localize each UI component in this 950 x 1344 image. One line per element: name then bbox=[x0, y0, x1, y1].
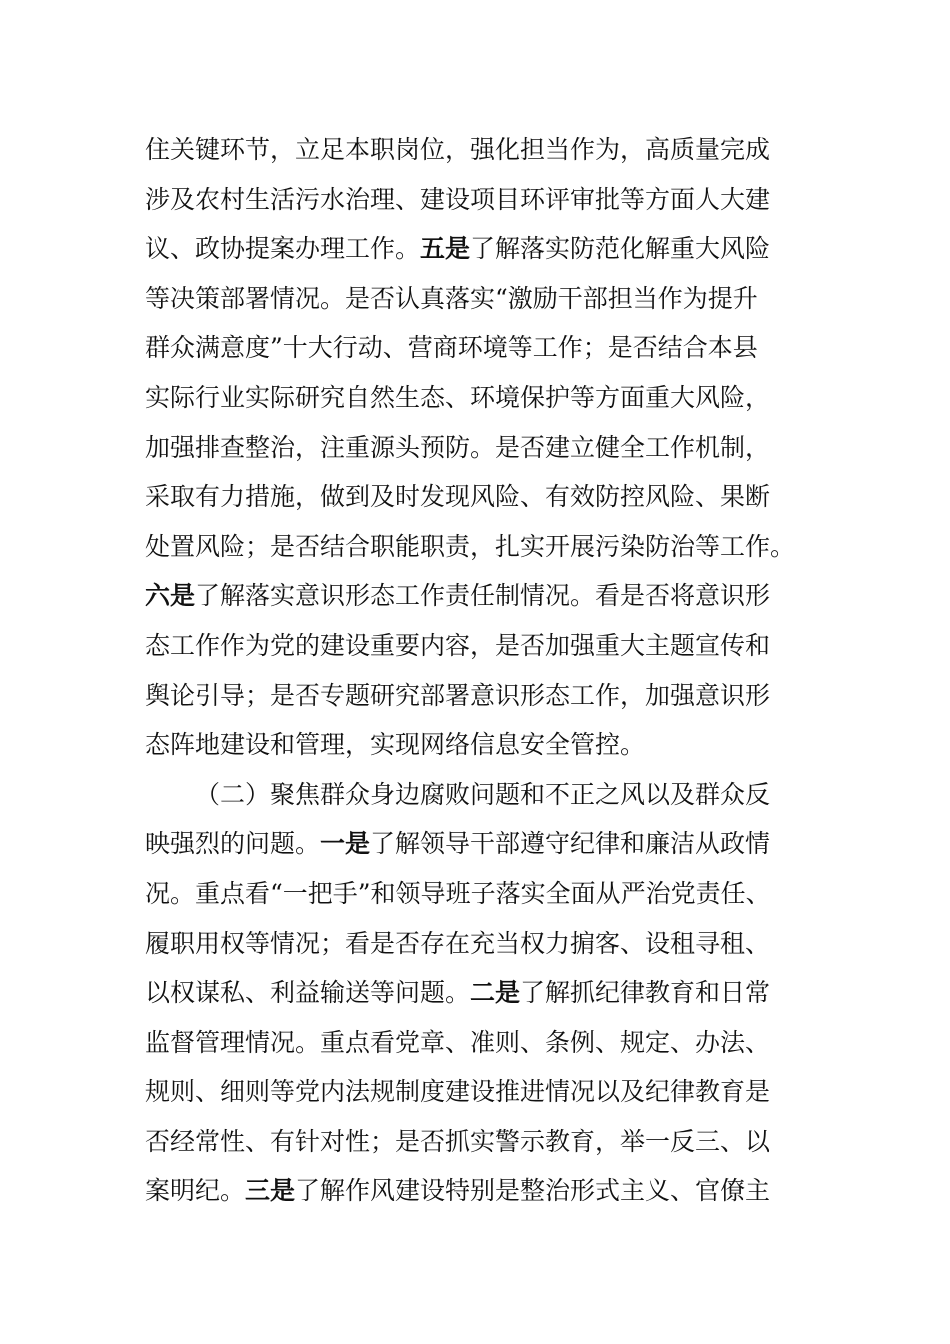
text-segment: 舆论引导；是否专题研究部署意识形态工作，加强意识形 bbox=[145, 680, 771, 710]
text-segment: 以权谋私、利益输送等问题。 bbox=[145, 978, 471, 1008]
text-line bbox=[145, 522, 805, 572]
text-line bbox=[145, 869, 805, 919]
text-segment: 态阵地建设和管理，实现网络信息安全管控。 bbox=[145, 730, 646, 760]
emphasis-label: 六是 bbox=[145, 581, 196, 611]
text-segment: 采取有力措施，做到及时发现风险、有效防控风险、果断 bbox=[145, 482, 771, 512]
text-line bbox=[145, 919, 805, 969]
text-line bbox=[145, 720, 805, 770]
text-segment: 住关键环节，立足本职岗位，强化担当作为，高质量完成 bbox=[145, 135, 771, 164]
text-line bbox=[145, 671, 805, 721]
text-line bbox=[145, 472, 805, 522]
text-segment: （二）聚焦群众身边腐败问题和不正之风以及群众反 bbox=[195, 779, 771, 809]
text-segment: 映强烈的问题。 bbox=[145, 829, 321, 859]
text-line bbox=[145, 770, 805, 820]
text-line bbox=[145, 125, 805, 175]
text-segment: 处置风险；是否结合职能职责，扎实开展污染防治等工作。 bbox=[145, 531, 796, 561]
text-line bbox=[145, 1166, 805, 1216]
text-segment: 加强排查整治，注重源头预防。是否建立健全工作机制， bbox=[145, 432, 771, 462]
emphasis-label: 一是 bbox=[320, 829, 371, 859]
text-line bbox=[145, 1117, 805, 1167]
text-line bbox=[145, 373, 805, 423]
text-segment: 况。重点看“一把手”和领导班子落实全面从严治党责任、 bbox=[145, 878, 771, 908]
text-segment: 了解抓纪律教育和日常 bbox=[520, 978, 771, 1008]
text-segment: 群众满意度”十大行动、营商环境等工作；是否结合本县 bbox=[145, 333, 758, 363]
text-segment: 案明纪。 bbox=[145, 1176, 246, 1206]
text-line bbox=[145, 1018, 805, 1068]
text-segment: 涉及农村生活污水治理、建设项目环评审批等方面人大建 bbox=[145, 184, 771, 214]
text-segment: 了解领导干部遵守纪律和廉洁从政情 bbox=[370, 829, 771, 859]
text-line bbox=[145, 1067, 805, 1117]
text-line bbox=[145, 175, 805, 225]
text-line bbox=[145, 323, 805, 373]
text-segment: 态工作作为党的建设重要内容，是否加强重大主题宣传和 bbox=[145, 630, 771, 660]
text-line bbox=[145, 819, 805, 869]
text-segment: 了解落实防范化解重大风险 bbox=[470, 234, 771, 264]
text-line bbox=[145, 621, 805, 671]
text-line bbox=[145, 571, 805, 621]
text-segment: 监督管理情况。重点看党章、准则、条例、规定、办法、 bbox=[145, 1027, 771, 1057]
text-segment: 实际行业实际研究自然生态、环境保护等方面重大风险， bbox=[145, 382, 771, 412]
emphasis-label: 五是 bbox=[420, 234, 471, 264]
text-segment: 履职用权等情况；看是否存在充当权力掮客、设租寻租、 bbox=[145, 928, 771, 958]
text-segment: 等决策部署情况。是否认真落实“激励干部担当作为提升 bbox=[145, 283, 758, 313]
text-line bbox=[145, 423, 805, 473]
text-line bbox=[145, 224, 805, 274]
emphasis-label: 三是 bbox=[245, 1176, 296, 1206]
text-line bbox=[145, 274, 805, 324]
emphasis-label: 二是 bbox=[470, 978, 521, 1008]
text-segment: 否经常性、有针对性；是否抓实警示教育，举一反三、以 bbox=[145, 1126, 771, 1156]
text-segment: 了解作风建设特别是整治形式主义、官僚主 bbox=[295, 1176, 771, 1206]
text-segment: 议、政协提案办理工作。 bbox=[145, 234, 421, 264]
body-text bbox=[145, 125, 805, 1216]
text-segment: 规则、细则等党内法规制度建设推进情况以及纪律教育是 bbox=[145, 1077, 771, 1107]
text-segment: 了解落实意识形态工作责任制情况。看是否将意识形 bbox=[195, 581, 771, 611]
text-line bbox=[145, 968, 805, 1018]
